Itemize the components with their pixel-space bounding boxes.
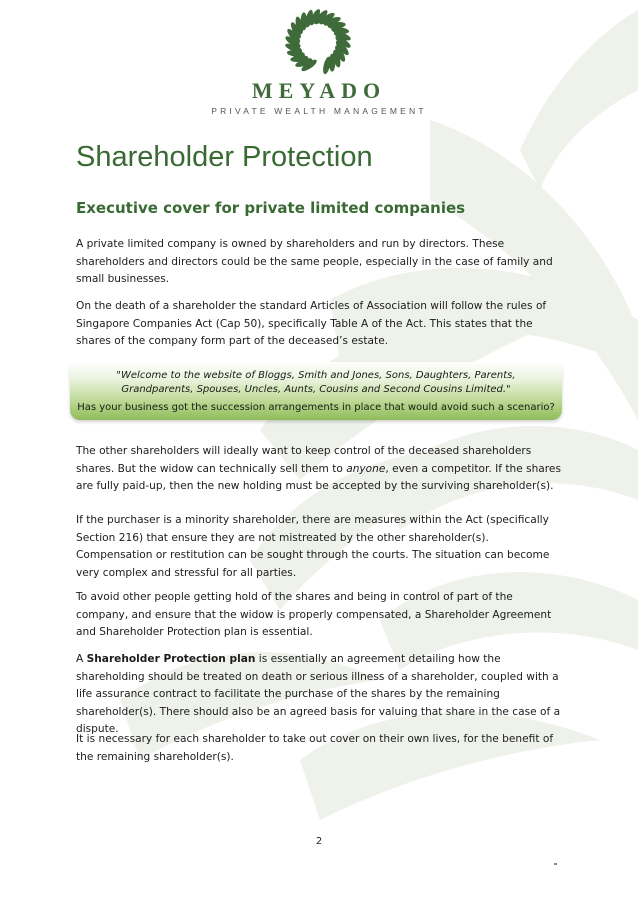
paragraph-control [76,443,566,496]
paragraph-plan [76,651,566,739]
page-subtitle: Executive cover for private limited companies [76,199,466,217]
emphasis-anyone: anyone [346,462,386,475]
paragraph-articles: On the death of a shareholder the standard Articles of Association will follow the rules of Singapore Companies Act (Cap 50), specifically Table A of the Act. This states that the shares of the company form part of the deceased’s estate. [76,300,547,347]
laurel-wreath-icon [268,6,368,78]
page-title: Shareholder Protection [76,141,373,173]
paragraph-avoid: To avoid other people getting hold of the shares and being in control of part of the company, and ensure that the widow is properly compensated, a Shareholder Agreement and Shareholder Protection plan is essential. [76,591,552,638]
brand-name: MEYADO [251,78,387,103]
paragraph-control-text-2: , even a competitor. If the shares are fully paid-up, then the new holding must be accepted by the surviving shareholder(s). [76,462,561,492]
callout-question: Has your business got the succession arrangements in place that would avoid such a scenario? [77,402,555,413]
brand-tagline: PRIVATE WEALTH MANAGEMENT [211,106,427,116]
paragraph-control-text-1: The other shareholders will ideally want to keep control of the deceased shareholders shares. But the widow can technically sell them to [76,445,532,475]
bold-plan-term: Shareholder Protection plan [86,653,256,665]
callout-quote: "Welcome to the website of Bloggs, Smith and Jones, Sons, Daughters, Parents, Grandparents, Spouses, Uncles, Aunts, Cousins and Second Cousins Limited." [116,370,516,395]
corner-mark [554,863,557,865]
callout-box [70,362,562,420]
paragraph-cover: It is necessary for each shareholder to take out cover on their own lives, for the benefit of the remaining shareholder(s). [76,733,554,763]
page-number: 2 [315,836,323,847]
paragraph-plan-text-1: A [76,653,87,665]
paragraph-minority: If the purchaser is a minority shareholder, there are measures within the Act (specifically Section 216) that ensure they are not mistreated by the other shareholder(s). Compensation or restitution can be sought through the courts. The situation can become very complex and stressful for all parties. [76,514,550,579]
paragraph-intro: A private limited company is owned by shareholders and run by directors. These shareholders and directors could be the same people, especially in the case of family and small businesses. [76,238,553,285]
paragraph-plan-text-2: is essentially an agreement detailing how the shareholding should be treated on death or serious illness of a shareholder, coupled with a life assurance contract to facilitate the purchase of the shares by the remaining shareholder(s). There should also be an agreed basis for valuing that share in the case of a dispute. [76,653,561,735]
